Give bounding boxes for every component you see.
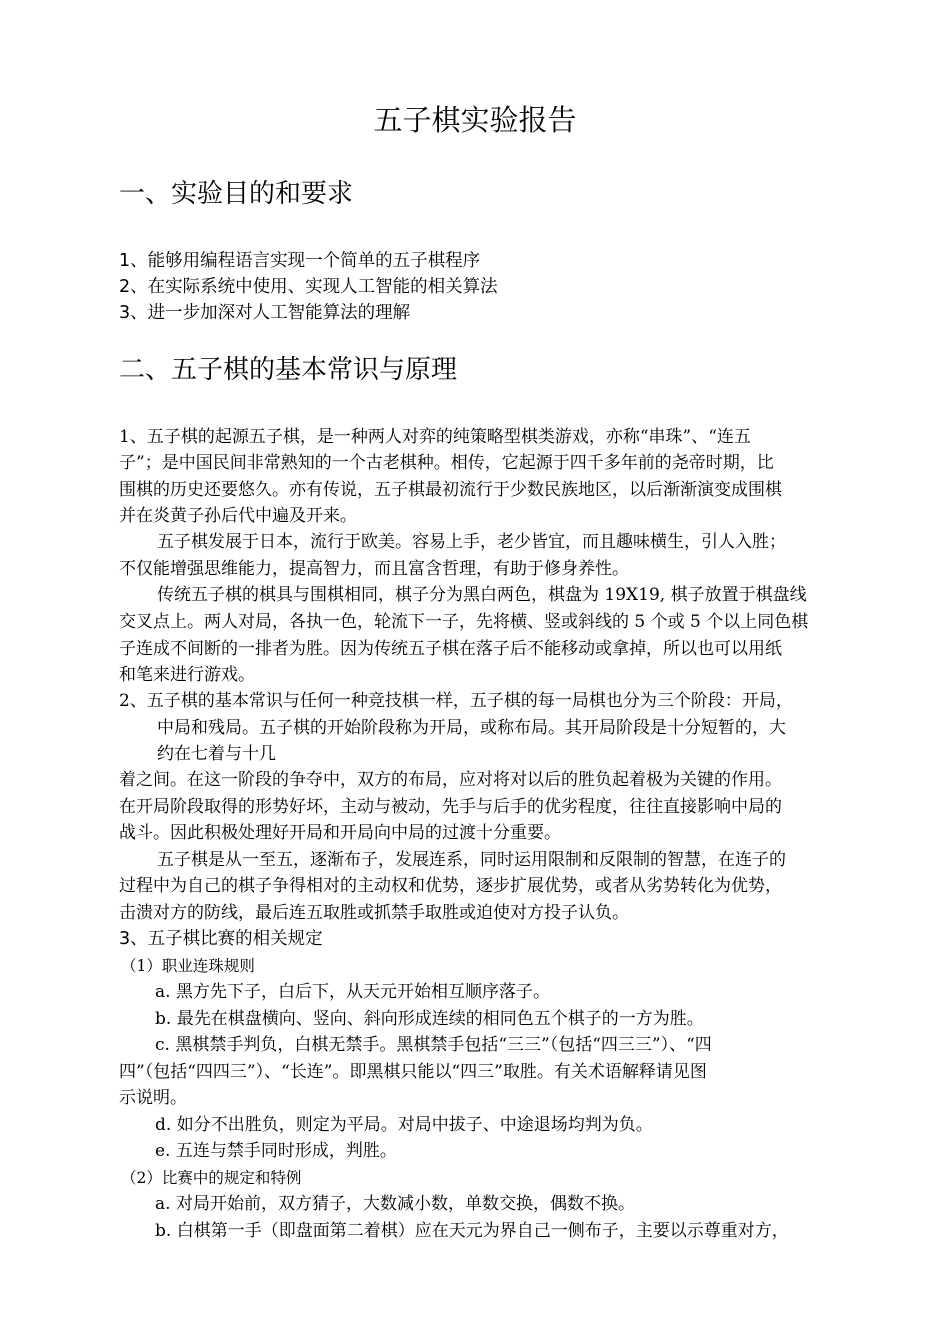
paragraph-line: 击溃对方的防线，最后连五取胜或抓禁手取胜或迫使对方投子认负。 bbox=[119, 903, 629, 923]
subsection-heading: 3、五子棋比赛的相关规定 bbox=[119, 929, 323, 949]
rule-item-continued: 四”（包括“四四三”）、“长连”。即黑棋只能以“四三”取胜。有关术语解释请见图 bbox=[119, 1062, 707, 1082]
section-heading-1: 一、实验目的和要求 bbox=[119, 179, 354, 209]
goal-item: 3、进一步加深对人工智能算法的理解 bbox=[119, 303, 411, 323]
rule-item: b. 最先在棋盘横向、竖向、斜向形成连续的相同色五个棋子的一方为胜。 bbox=[155, 1009, 704, 1029]
document-title: 五子棋实验报告 bbox=[373, 103, 577, 137]
paragraph-line: 中局和残局。五子棋的开始阶段称为开局，或称布局。其开局阶段是十分短暂的，大 bbox=[157, 718, 786, 738]
rule-item: d. 如分不出胜负，则定为平局。对局中拔子、中途退场均判为负。 bbox=[155, 1115, 653, 1135]
paragraph-line: 子连成不间断的一排者为胜。因为传统五子棋在落子后不能移动或拿掉，所以也可以用纸 bbox=[119, 639, 782, 659]
goal-item: 2、在实际系统中使用、实现人工智能的相关算法 bbox=[119, 277, 498, 297]
paragraph-line: 并在炎黄子孙后代中遍及开来。 bbox=[119, 506, 357, 526]
paragraph-line: 不仅能增强思维能力，提高智力，而且富含哲理，有助于修身养性。 bbox=[119, 559, 629, 579]
rule-group-heading: （2）比赛中的规定和特例 bbox=[121, 1169, 302, 1187]
paragraph-line: 着之间。在这一阶段的争夺中，双方的布局，应对将对以后的胜负起着极为关键的作用。 bbox=[119, 770, 782, 790]
paragraph-line: 子”；是中国民间非常熟知的一个古老棋种。相传，它起源于四千多年前的尧帝时期，比 bbox=[119, 453, 774, 473]
rule-item: e. 五连与禁手同时形成，判胜。 bbox=[155, 1141, 397, 1161]
rule-group-heading: （1）职业连珠规则 bbox=[121, 957, 255, 975]
paragraph-line: 战斗。因此积极处理好开局和开局向中局的过渡十分重要。 bbox=[119, 823, 561, 843]
paragraph-line: 和笔来进行游戏。 bbox=[119, 665, 255, 685]
goal-item: 1、能够用编程语言实现一个简单的五子棋程序 bbox=[119, 251, 481, 271]
rule-item: b. 白棋第一手（即盘面第二着棋）应在天元为界自己一侧布子，主要以示尊重对方， bbox=[155, 1221, 789, 1241]
paragraph-line: 交叉点上。两人对局，各执一色，轮流下一子，先将横、竖或斜线的 5 个或 5 个以上同色棋 bbox=[119, 612, 809, 632]
paragraph-line: 2、五子棋的基本常识与任何一种竞技棋一样，五子棋的每一局棋也分为三个阶段：开局， bbox=[119, 691, 793, 711]
paragraph-line: 五子棋发展于日本，流行于欧美。容易上手，老少皆宜，而且趣味横生，引人入胜； bbox=[157, 532, 786, 552]
paragraph-line: 传统五子棋的棋具与围棋相同，棋子分为黑白两色，棋盘为 19X19, 棋子放置于棋盘线 bbox=[157, 585, 807, 605]
rule-item: a. 黑方先下子，白后下，从天元开始相互顺序落子。 bbox=[155, 982, 550, 1002]
paragraph-line: 在开局阶段取得的形势好坏，主动与被动，先手与后手的优劣程度，往往直接影响中局的 bbox=[119, 797, 782, 817]
rule-item-continued: 示说明。 bbox=[119, 1088, 187, 1108]
paragraph-line: 围棋的历史还要悠久。亦有传说，五子棋最初流行于少数民族地区，以后渐渐演变成围棋 bbox=[119, 480, 782, 500]
paragraph-line: 约在七着与十几 bbox=[157, 744, 276, 764]
paragraph-line: 五子棋是从一至五，逐渐布子，发展连系，同时运用限制和反限制的智慧，在连子的 bbox=[157, 850, 786, 870]
paragraph-line: 过程中为自己的棋子争得相对的主动权和优势，逐步扩展优势，或者从劣势转化为优势， bbox=[119, 876, 782, 896]
section-heading-2: 二、五子棋的基本常识与原理 bbox=[119, 355, 458, 385]
rule-item: c. 黑棋禁手判负，白棋无禁手。黑棋禁手包括“三三”（包括“四三三”）、“四 bbox=[155, 1035, 712, 1055]
paragraph-line: 1、五子棋的起源五子棋，是一种两人对弈的纯策略型棋类游戏，亦称“串珠”、“连五 bbox=[119, 427, 751, 447]
rule-item: a. 对局开始前，双方猜子，大数减小数，单数交换，偶数不换。 bbox=[155, 1194, 635, 1214]
